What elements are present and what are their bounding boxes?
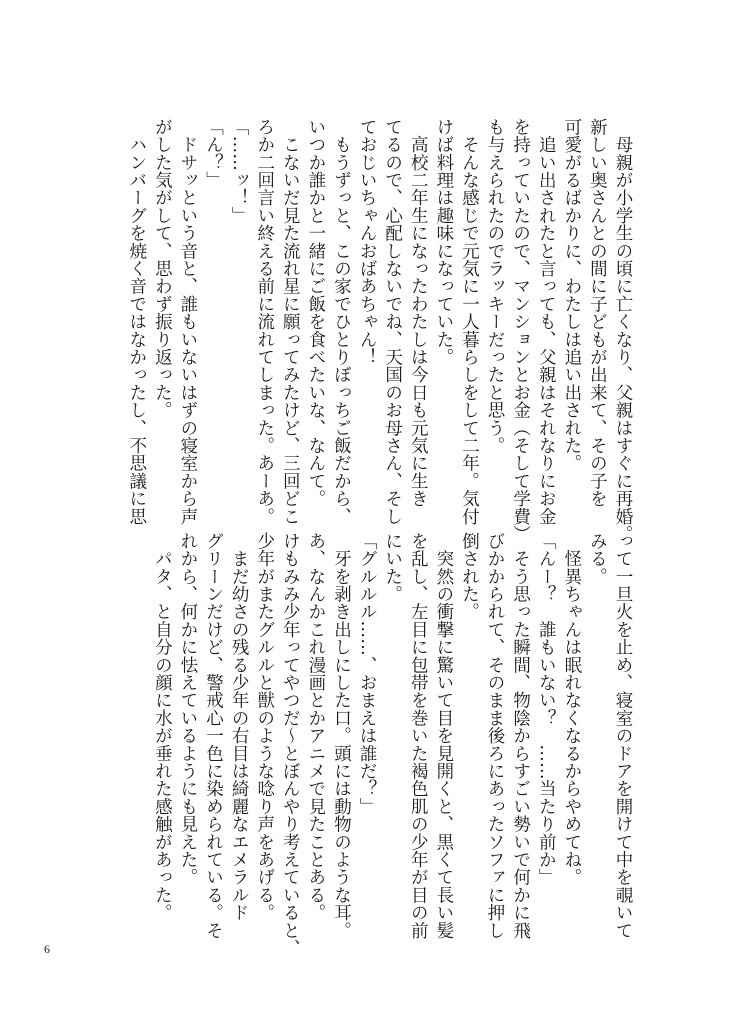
text-line: けもみみ少年ってやつだ～とぼんやり考えていると、 <box>280 532 301 957</box>
text-line: いつか誰かと一緒にご飯を食べたいな、なんて。 <box>305 118 326 508</box>
text-line: びかかられて、そのまま後ろにあったソファに押し <box>485 532 506 940</box>
text-line: みる。 <box>587 532 608 586</box>
text-line: ろか二回言い終える前に流れてしまった。あーあ。 <box>254 118 275 526</box>
text-block-top <box>126 118 635 543</box>
text-line: そう思った瞬間、物陰からすごい勢いで何かに飛 <box>510 532 531 940</box>
text-line: を持っていたので、マンションとお金（そして学費） <box>510 118 531 543</box>
text-line: グリーンだけど、警戒心一色に染められている。そ <box>203 532 224 940</box>
text-line: けば料理は趣味になっていた。 <box>433 118 454 366</box>
text-line: 追い出されたと言っても、父親はそれなりにお金 <box>536 118 557 526</box>
text-line: まだ幼さの残る少年の右目は綺麗なエメラルド <box>229 532 250 922</box>
text-block-bottom <box>152 532 635 957</box>
page-number: 6 <box>44 942 50 956</box>
text-line: 母親が小学生の頃に亡くなり、父親はすぐに再婚。 <box>613 118 633 543</box>
text-line: てるので、心配しないでね、天国のお母さん、そし <box>382 118 403 526</box>
text-line: 「グルルル……、おまえは誰だ？」 <box>357 532 378 816</box>
text-line: も与えられたのでラッキーだったと思う。 <box>485 118 506 455</box>
text-line: あ、なんかこれ漫画とかアニメで見たことある。 <box>305 532 326 922</box>
text-line: 倒された。 <box>459 532 480 621</box>
text-line: もうずっと、この家でひとりぼっちご飯だから、 <box>331 118 352 526</box>
text-line: 高校二年生になったわたしは今日も元気に生き <box>408 118 429 508</box>
text-line: れから、何かに怯えているようにも見えた。 <box>177 532 198 886</box>
text-line: 「ん？」 <box>203 118 224 189</box>
text-line: にいた。 <box>382 532 403 603</box>
text-line: ドサッという音と、誰もいないはずの寝室から声 <box>177 118 198 526</box>
text-line: 怪異ちゃんは眠れなくなるからやめてね。 <box>561 532 582 886</box>
text-line: 少年がまたグルルと獣のような唸り声をあげる。 <box>254 532 275 922</box>
text-line: 牙を剥き出しにした口。頭には動物のような耳。 <box>331 532 352 940</box>
text-line: 突然の衝撃に驚いて目を見開くと、黒くて長い髪 <box>433 532 454 940</box>
text-line: 「……ッ！」 <box>229 118 250 225</box>
text-line: を乱し、左目に包帯を巻いた褐色肌の少年が目の前 <box>408 532 429 940</box>
text-line: がした気がして、思わず振り返った。 <box>152 118 173 419</box>
text-line: パタ、と自分の顔に水が垂れた感触があった。 <box>152 532 173 922</box>
text-line: そんな感じで元気に一人暮らしをして二年。気付 <box>459 118 480 526</box>
text-line: 可愛がるばかりに、わたしは追い出された。 <box>561 118 582 472</box>
text-line: 新しい奥さんとの間に子どもが出来て、その子を <box>587 118 608 508</box>
text-line: ハンバーグを焼く音ではなかったし、不思議に思 <box>126 118 147 526</box>
text-line: こないだ見た流れ星に願ってみたけど、三回どこ <box>280 118 301 526</box>
text-line: って一旦火を止め、寝室のドアを開けて中を覗いて <box>613 532 633 940</box>
text-line: 「んー？ 誰もいない？ ……当たり前か」 <box>536 532 557 886</box>
text-line: ておじいちゃんおばあちゃん！ <box>357 118 378 366</box>
